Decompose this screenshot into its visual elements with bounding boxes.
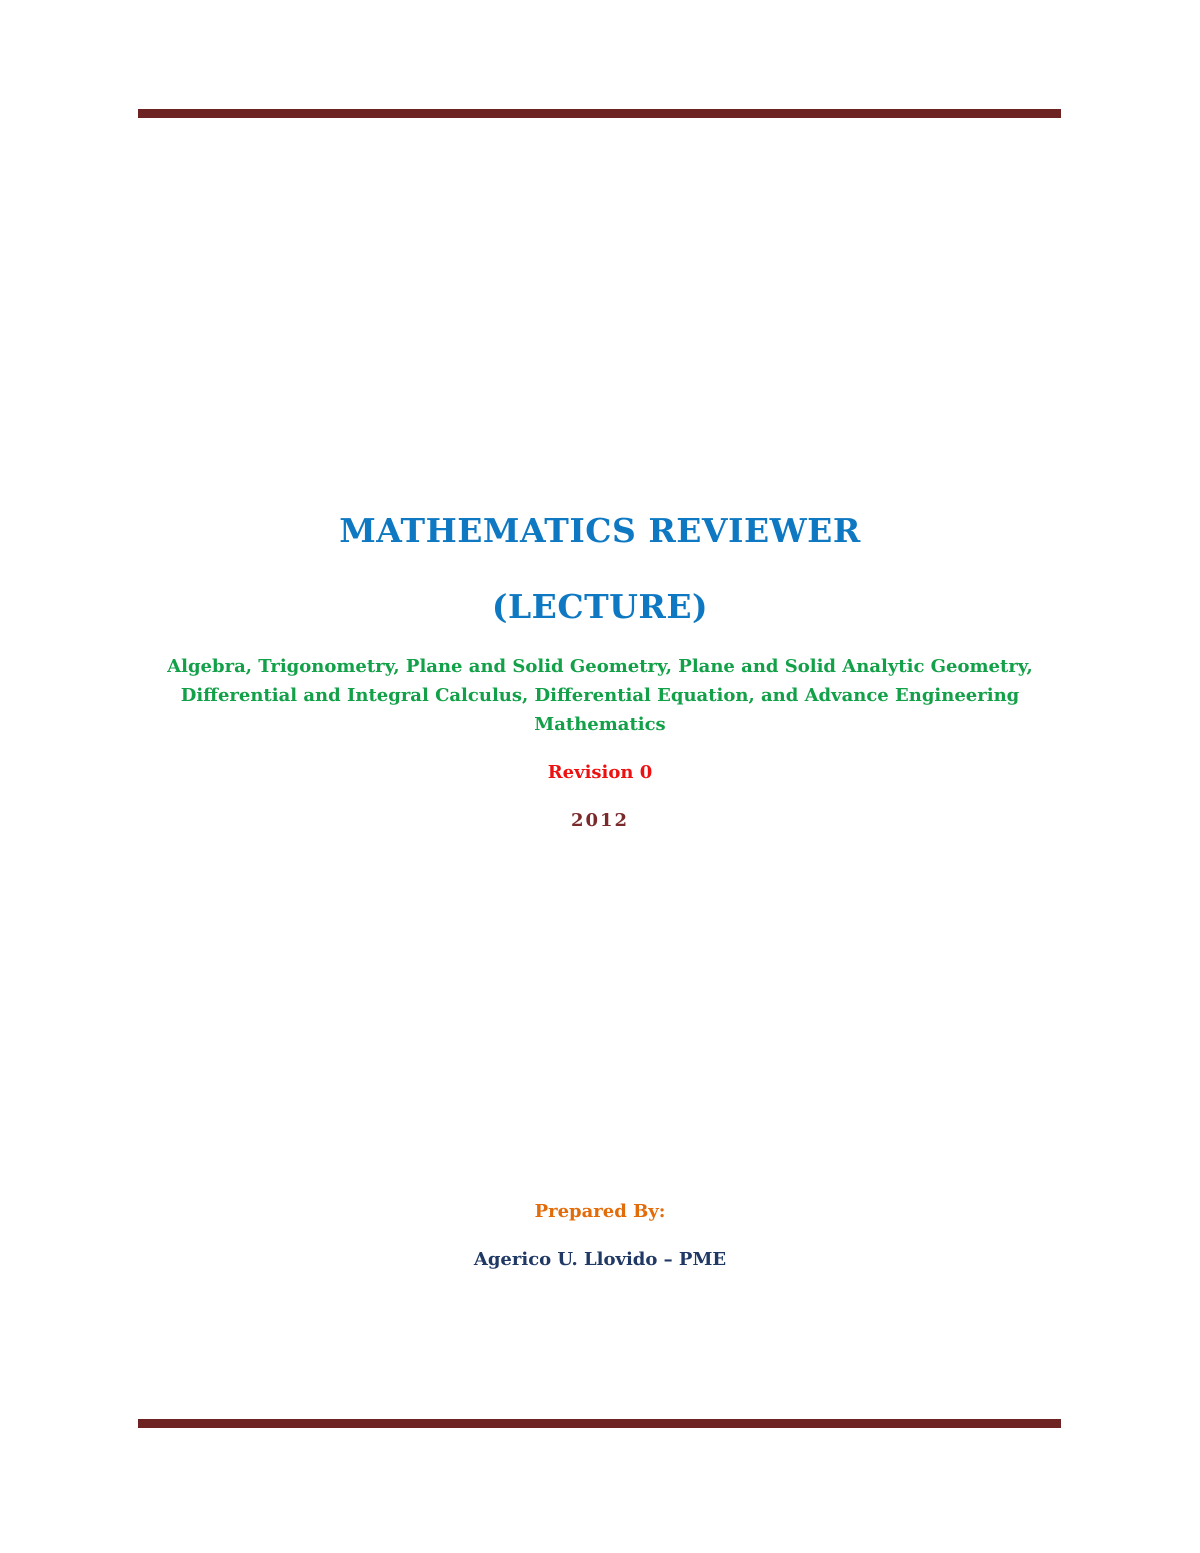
bottom-rule [138,1419,1061,1428]
author-name: Agerico U. Llovido – PME [473,1249,727,1270]
year-label: 2012 [570,810,630,831]
document-subtitle: (LECTURE) [491,587,709,626]
revision-label: Revision 0 [547,762,653,783]
top-rule [138,109,1061,118]
prepared-by-label: Prepared By: [534,1201,666,1222]
topics-list: Algebra, Trigonometry, Plane and Solid Geometry, Plane and Solid Analytic Geometry, Differential and Integral Calculus, Differential Equation, and Advance Engineering Mathematics [167,656,1033,735]
document-title: MATHEMATICS REVIEWER [339,511,861,550]
